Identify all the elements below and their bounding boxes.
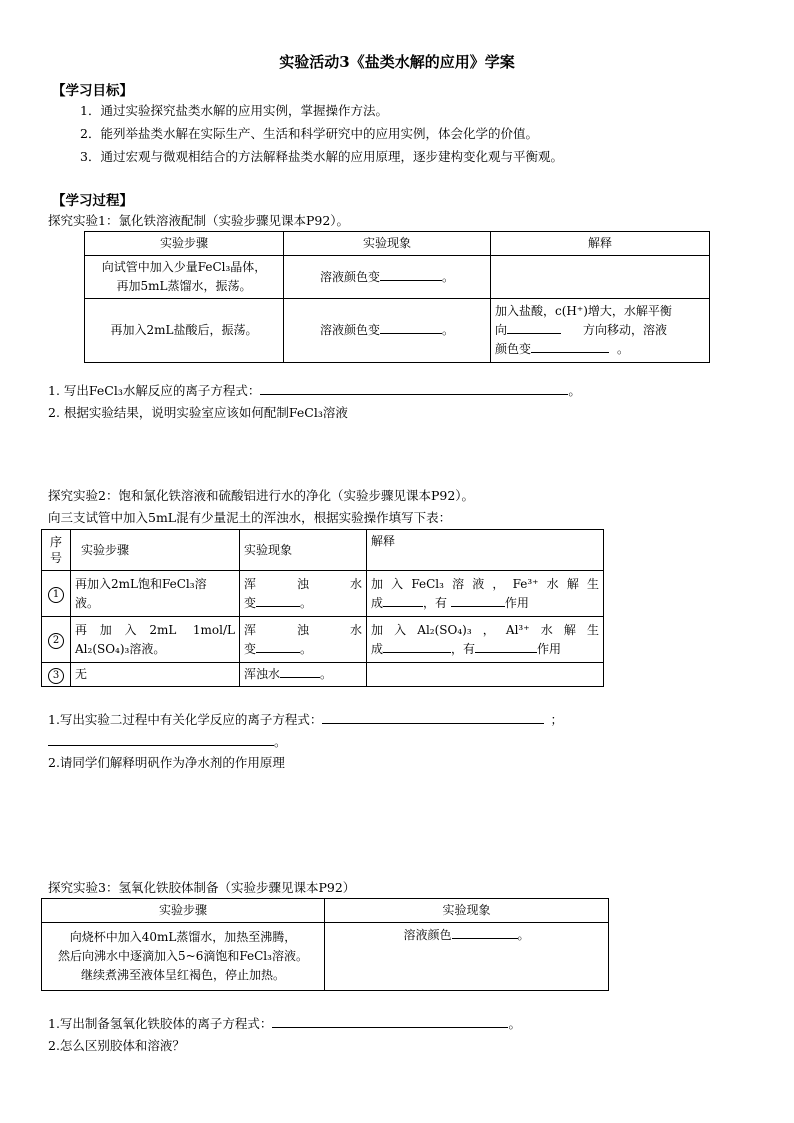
observation-text: 浑浊水 [244,667,281,681]
exp1-question-2: 2. 根据实验结果，说明实验室应该如何配制FeCl₃溶液 [48,405,348,420]
page-title: 实验活动3《盐类水解的应用》学案 [279,53,515,71]
step-text: 液。 [75,595,100,610]
exp2-step-cell: 无 [71,663,240,687]
exp1-step-cell [85,256,284,299]
step-text: 向烧杯中加入40mL蒸馏水，加热至沸腾， [69,930,297,944]
answer-blank[interactable] [451,594,505,607]
observation-text: 浑浊水 [244,576,362,591]
exp1-step-cell: 再加入2mL盐酸后，振荡。 [85,299,284,363]
explanation-text: 加入FeCl₃溶液，Fe³⁺水解生 [371,576,599,591]
exp2-header-step: 实验步骤 [71,530,240,571]
exp2-header-num: 序号 [42,530,71,571]
question-text: 1.写出制备氢氧化铁胶体的离子方程式： [48,1016,273,1031]
exp1-header-observation: 实验现象 [284,232,491,256]
question-text: 1. 写出FeCl₃水解反应的离子方程式： [48,383,261,398]
exp2-step-cell [71,571,240,617]
goal-item: 2．能列举盐类水解在实际生产、生活和科学研究中的应用实例，体会化学的价值。 [80,126,538,141]
exp1-explanation-cell [491,256,710,299]
punct: ； [550,712,563,727]
exp3-question-1 [48,1014,521,1032]
observation-text: 变 [244,595,257,610]
exp3-observation-cell [325,923,609,991]
step-text: 再加入2mL 1mol/L [75,622,235,637]
observation-text: 变 [244,641,257,656]
exp3-title: 探究实验3：氢氧化铁胶体制备（实验步骤见课本P92） [48,880,356,895]
exp1-question-1 [48,381,581,399]
answer-blank[interactable] [272,1015,508,1028]
exp2-table [41,529,604,687]
observation-text: 溶液颜色变 [319,323,380,337]
row-number: 2 [48,633,64,649]
exp3-header-step: 实验步骤 [42,899,325,923]
answer-blank[interactable] [507,321,561,334]
explanation-text: 方向移动，溶液 [583,323,668,337]
answer-blank[interactable] [380,268,442,281]
answer-blank[interactable] [531,340,609,353]
exp2-observation-cell [240,617,367,663]
exp2-step-cell [71,617,240,663]
exp2-header-explanation: 解释 [367,530,604,571]
row-number: 1 [48,587,64,603]
answer-blank[interactable] [280,665,320,678]
exp1-table [84,231,710,363]
exp2-num-cell [42,617,71,663]
goals-header: 【学习目标】 [52,83,133,99]
exp1-header-explanation: 解释 [491,232,710,256]
goal-item: 3．通过宏观与微观相结合的方法解释盐类水解的应用原理，逐步建构变化观与平衡观。 [80,149,563,164]
exp1-title: 探究实验1：氯化铁溶液配制（实验步骤见课本P92）。 [48,213,350,228]
exp2-title: 探究实验2：饱和氯化铁溶液和硫酸铝进行水的净化（实验步骤见课本P92）。 [48,488,475,503]
step-text: Al₂(SO₄)₃溶液。 [75,641,166,656]
observation-text: 溶液颜色变 [319,269,380,284]
punct: 。 [320,667,333,681]
explanation-text: ，有 [451,641,476,656]
exp1-explanation-cell [491,299,710,363]
answer-blank[interactable] [322,711,544,724]
explanation-text: 颜色变 [495,342,532,356]
explanation-text: 加入盐酸，c(H⁺)增大，水解平衡 [495,304,672,318]
explanation-text: 作用 [537,641,562,656]
exp2-observation-cell [240,663,367,687]
explanation-text: 作用 [504,595,529,610]
punct: 。 [617,342,630,356]
observation-text: 溶液颜色 [403,928,452,942]
exp2-explanation-cell [367,617,604,663]
step-text: 然后向沸水中逐滴加入5~6滴饱和FeCl₃溶液。 [58,949,308,963]
explanation-text: 加入Al₂(SO₄)₃，Al³⁺水解生 [371,622,599,637]
exp3-table [41,898,609,991]
punct: 。 [300,595,313,610]
punct: 。 [508,1016,521,1031]
step-text: 再加入2mL饱和FeCl₃溶 [75,576,207,591]
process-header: 【学习过程】 [52,193,133,209]
exp2-question-1-cont [48,732,287,750]
answer-blank[interactable] [260,382,568,395]
exp2-num-cell [42,663,71,687]
explanation-text: 成 [371,595,384,610]
exp2-header-observation: 实验现象 [240,530,367,571]
row-number: 3 [48,668,64,684]
observation-text: 浑浊水 [244,622,362,637]
answer-blank[interactable] [383,640,451,653]
exp2-question-1 [48,710,563,728]
exp2-explanation-cell [367,571,604,617]
punct: 。 [442,323,455,337]
answer-blank[interactable] [452,926,518,939]
explanation-text: 成 [371,641,384,656]
punct: 。 [568,383,581,398]
question-text: 1.写出实验二过程中有关化学反应的离子方程式： [48,712,323,727]
exp1-step-text: 再加5mL蒸馏水，振荡。 [116,279,252,293]
exp3-header-observation: 实验现象 [325,899,609,923]
explanation-text: 向 [495,323,508,337]
exp2-intro: 向三支试管中加入5mL混有少量泥土的浑浊水，根据实验操作填写下表： [48,510,452,525]
exp1-header-step: 实验步骤 [85,232,284,256]
answer-blank[interactable] [380,321,442,334]
answer-blank[interactable] [256,640,300,653]
answer-blank[interactable] [475,640,537,653]
exp3-step-cell [42,923,325,991]
punct: 。 [442,269,455,284]
exp3-question-2: 2.怎么区别胶体和溶液？ [48,1038,185,1053]
answer-blank[interactable] [48,733,274,746]
exp2-observation-cell [240,571,367,617]
exp2-num-cell [42,571,71,617]
goal-item: 1．通过实验探究盐类水解的应用实例，掌握操作方法。 [80,103,388,118]
explanation-text: ，有 [423,595,448,610]
exp1-observation-cell [284,256,491,299]
exp1-step-text: 向试管中加入少量FeCl₃晶体， [101,260,267,274]
punct: 。 [274,734,287,749]
punct: 。 [517,928,530,942]
answer-blank[interactable] [383,594,423,607]
exp2-explanation-cell [367,663,604,687]
answer-blank[interactable] [256,594,300,607]
punct: 。 [300,641,313,656]
exp2-question-2: 2.请同学们解释明矾作为净水剂的作用原理 [48,755,285,770]
exp1-observation-cell [284,299,491,363]
step-text: 继续煮沸至液体呈红褐色，停止加热。 [80,968,285,982]
